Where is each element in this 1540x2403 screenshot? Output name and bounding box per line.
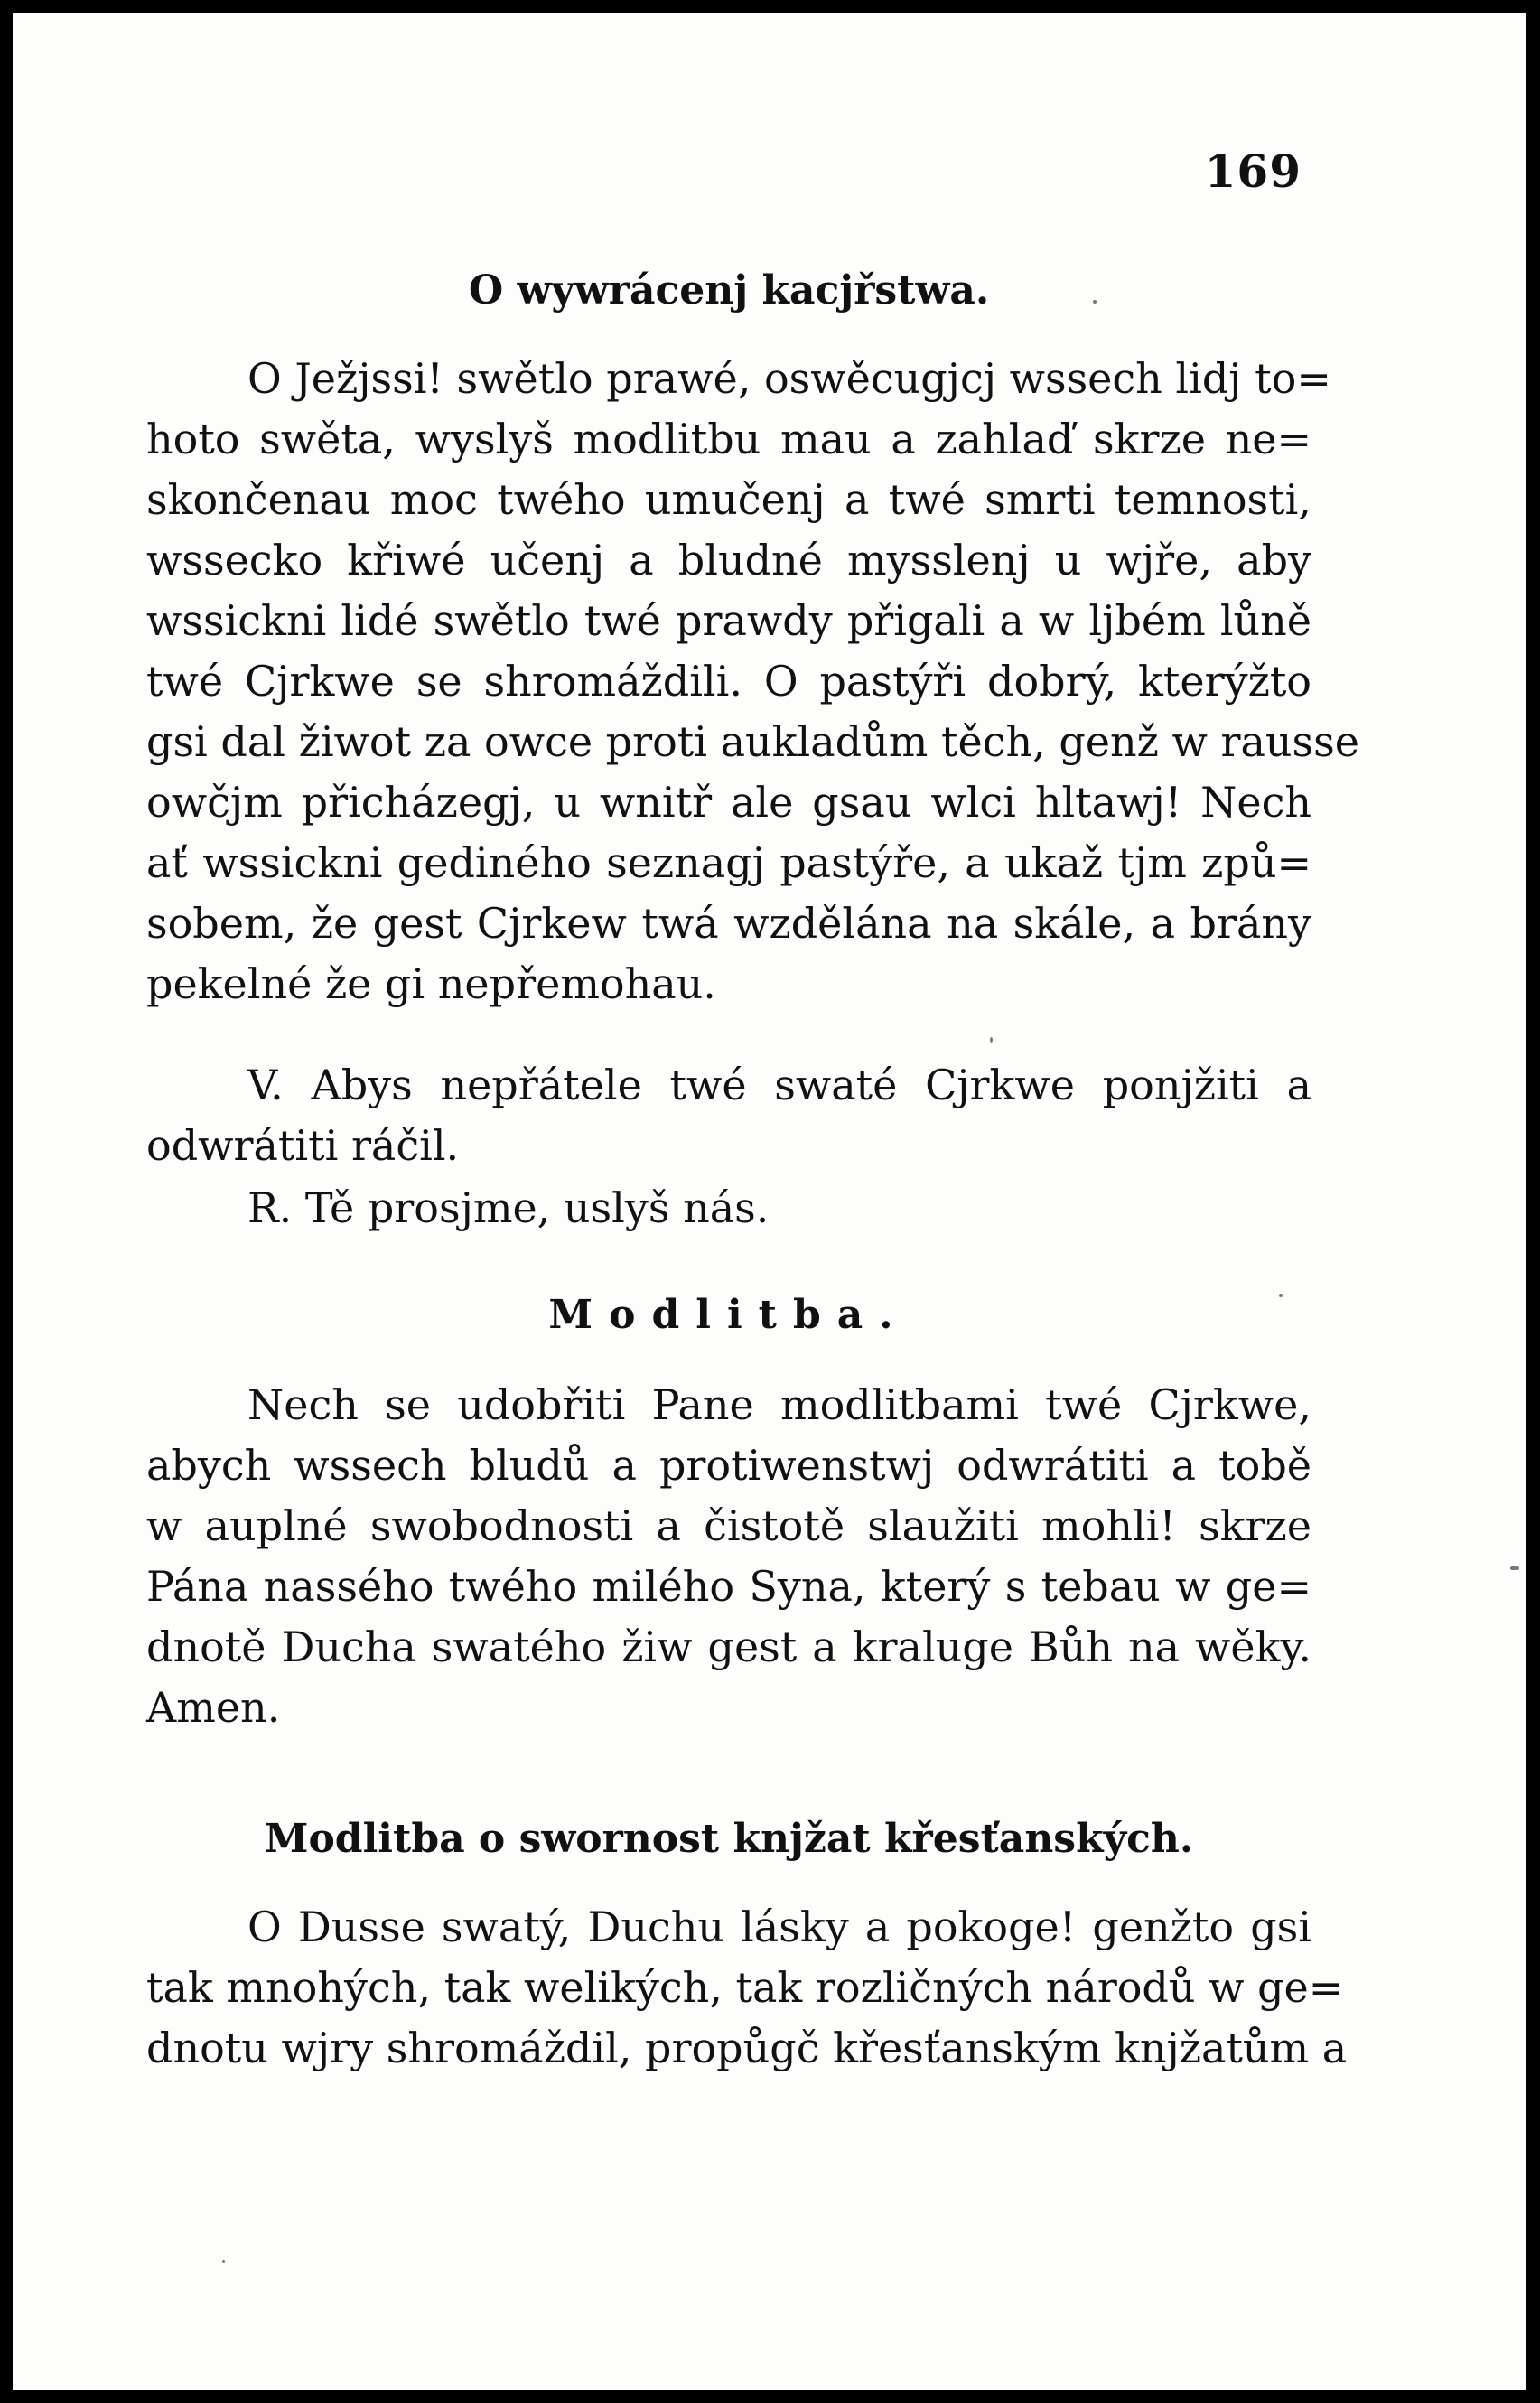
- response-block: [146, 1178, 1311, 1239]
- paper-speck: [1279, 1294, 1283, 1297]
- section-heading-1-wrap: [146, 267, 1311, 313]
- paragraph-line: O Dusse swatý, Duchu lásky a pokoge! genžto gsi: [247, 1903, 1311, 1951]
- section-heading-2: Modlitba.: [548, 1292, 910, 1338]
- paragraph-line: dnotě Ducha swatého žiw gest a kraluge Bůh na wěky.: [146, 1622, 1311, 1671]
- paragraph-line: hoto swěta, wyslyš modlitbu mau a zahlaď skrze ne=: [146, 415, 1311, 463]
- response-line: R. Tě prosjme, uslyš nás.: [247, 1183, 770, 1232]
- paper-speck: [1510, 1566, 1519, 1570]
- paragraph-line: Pána nassého twého milého Syna, který s tebau w ge=: [146, 1562, 1311, 1611]
- paragraph-line: Amen.: [146, 1683, 281, 1732]
- page-number: 169: [1204, 145, 1302, 198]
- book-page: [13, 13, 1526, 2390]
- section-paragraph-2: [146, 1375, 1311, 1738]
- versicle-block: [146, 1055, 1311, 1176]
- paragraph-line: twé Cjrkwe se shromáždili. O pastýři dobrý, kterýžto: [146, 657, 1311, 706]
- paper-speck: [1093, 300, 1097, 304]
- section-paragraph-1: [146, 349, 1359, 1014]
- paragraph-line: owčjm přicházegj, u wnitř ale gsau wlci hltawj! Nech: [146, 778, 1311, 827]
- paragraph-line: abych wssech bludů a protiwenstwj odwrátiti a tobě: [146, 1441, 1311, 1490]
- paragraph-line: pekelné že gi nepřemohau.: [146, 959, 716, 1008]
- paper-speck: [990, 1037, 993, 1043]
- paragraph-line: tak mnohých, tak welikých, tak rozličných národů w ge=: [146, 1963, 1344, 2012]
- section-paragraph-3: [146, 1897, 1348, 2079]
- section-heading-1: O wywrácenj kacjřstwa.: [468, 267, 990, 313]
- paragraph-line: skončenau moc twého umučenj a twé smrti temnosti,: [146, 475, 1311, 524]
- section-heading-3-wrap: [146, 1816, 1311, 1862]
- paragraph-line: sobem, že gest Cjrkew twá wzdělána na skále, a brány: [146, 899, 1311, 948]
- paragraph-line: wssickni lidé swětlo twé prawdy přigali a w ljbém lůně: [146, 596, 1311, 645]
- versicle-line: odwrátiti ráčil.: [146, 1121, 460, 1170]
- paper-speck: [222, 2260, 225, 2263]
- section-heading-2-wrap: [146, 1292, 1311, 1338]
- paragraph-line: wssecko křiwé učenj a bludné mysslenj u wjře, aby: [146, 536, 1311, 584]
- section-heading-3: Modlitba o swornost knjžat křesťanských.: [264, 1816, 1194, 1862]
- versicle-line: V. Abys nepřátele twé swaté Cjrkwe ponjžiti a: [247, 1061, 1311, 1109]
- paragraph-line: w auplné swobodnosti a čistotě slaužiti mohli! skrze: [146, 1501, 1311, 1550]
- paragraph-line: dnotu wjry shromáždil, propůgč křesťanským knjžatům a: [146, 2024, 1348, 2072]
- paragraph-line: Nech se udobřiti Pane modlitbami twé Cjrkwe,: [247, 1380, 1311, 1429]
- paragraph-line: gsi dal žiwot za owce proti aukladům těch, genž w rausse: [146, 717, 1359, 766]
- paragraph-line: O Ježjssi! swětlo prawé, oswěcugjcj wssech lidj to=: [247, 354, 1331, 403]
- paragraph-line: ať wssickni gediného seznagj pastýře, a ukaž tjm způ=: [146, 838, 1311, 887]
